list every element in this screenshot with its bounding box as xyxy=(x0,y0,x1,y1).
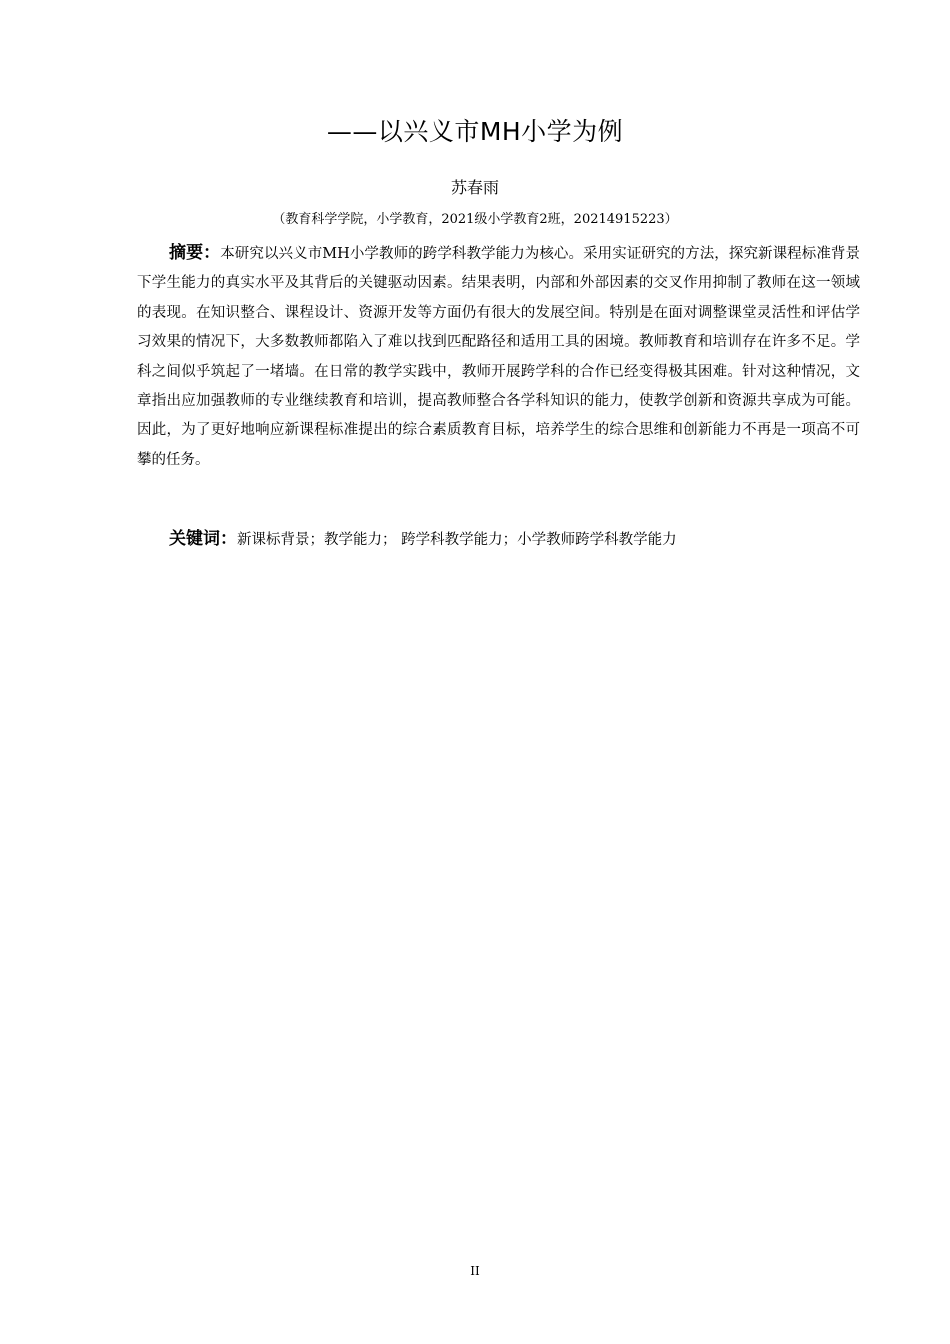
abstract-text: 本研究以兴义市MH小学教师的跨学科教学能力为核心。采用实证研究的方法，探究新课程标准背景下学生能力的真实水平及其背后的关键驱动因素。结果表明，内部和外部因素的交叉作用抑制了教师在这一领域的表现。在知识整合、课程设计、资源开发等方面仍有很大的发展空间。特别是在面对调整课堂灵活性和评估学习效果的情况下，大多数教师都陷入了难以找到匹配路径和适用工具的困境。教师教育和培训存在许多不足。学科之间似乎筑起了一堵墙。在日常的教学实践中，教师开展跨学科的合作已经变得极其困难。针对这种情况，文章指出应加强教师的专业继续教育和培训，提高教师整合各学科知识的能力，使教学创新和资源共享成为可能。因此，为了更好地响应新课程标准提出的综合素质教育目标，培养学生的综合思维和创新能力不再是一项高不可攀的任务。 xyxy=(137,246,860,468)
page-number: II xyxy=(470,1264,480,1278)
keywords-label: 关键词： xyxy=(169,529,237,549)
author-affiliation: （教育科学学院，小学教育，2021级小学教育2班，20214915223） xyxy=(272,212,678,227)
abstract-paragraph xyxy=(137,239,860,475)
paper-subtitle: ——以兴义市MH小学为例 xyxy=(326,117,624,146)
keywords-paragraph xyxy=(137,525,860,555)
author-name: 苏春雨 xyxy=(450,178,499,197)
abstract-label: 摘要： xyxy=(169,243,221,263)
keywords-text: 新课标背景；教学能力； 跨学科教学能力；小学教师跨学科教学能力 xyxy=(237,532,677,548)
